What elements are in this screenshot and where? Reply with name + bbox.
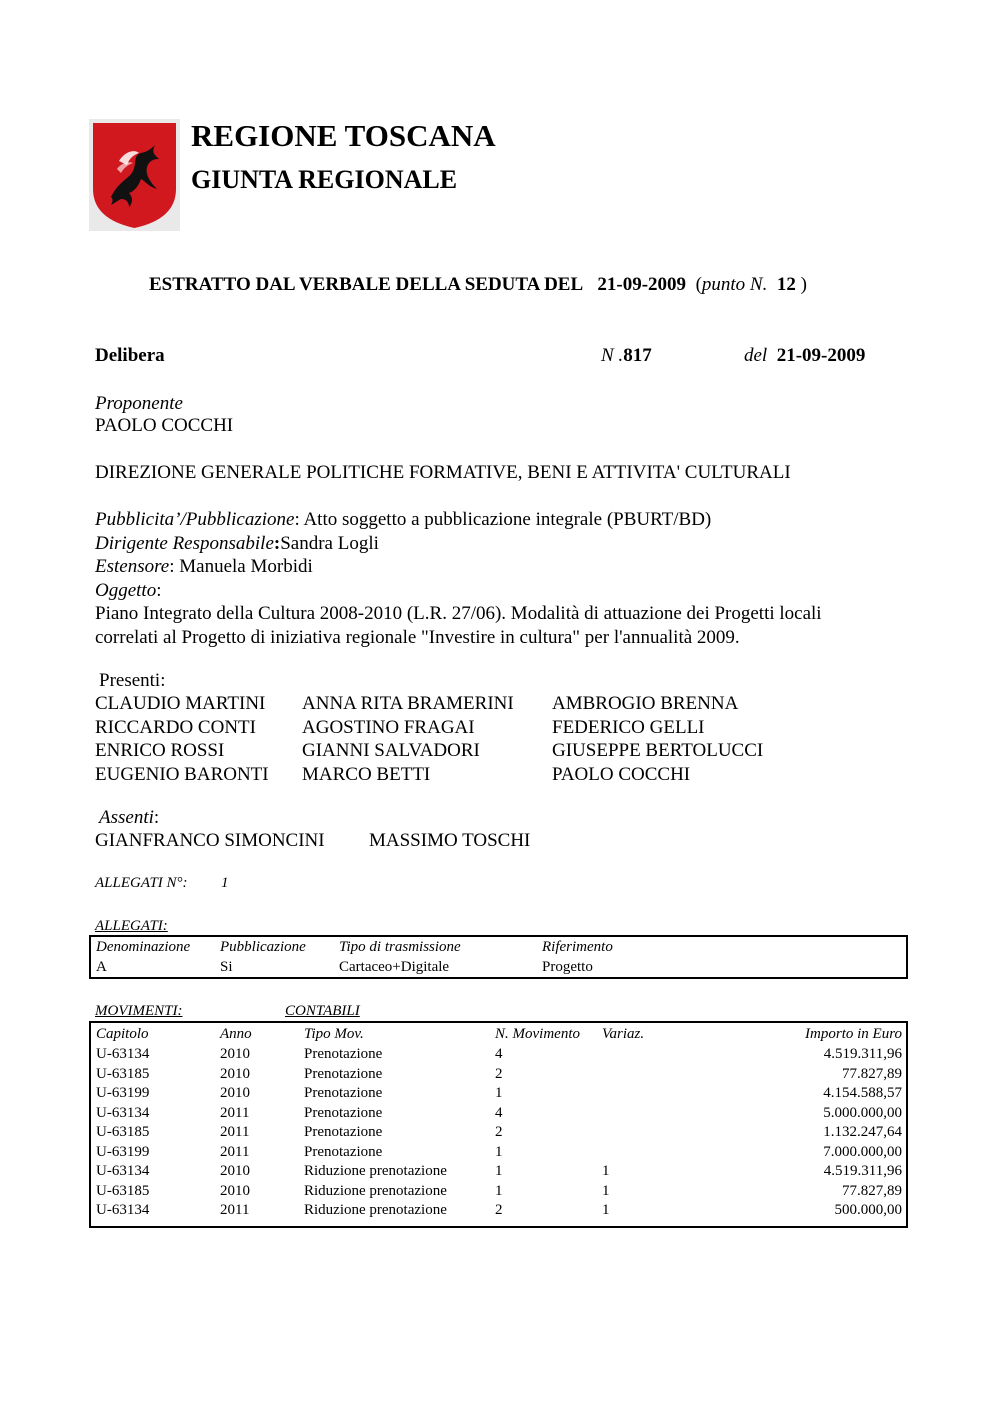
dirigente-value: Sandra Logli <box>280 533 379 554</box>
oggetto-text-2: correlati al Progetto di iniziativa regionale "Investire in cultura" per l'annualità 2009. <box>95 627 740 648</box>
presenti-name: MARCO BETTI <box>302 764 431 785</box>
estratto-line: ESTRATTO DAL VERBALE DELLA SEDUTA DEL 21-09-2009 (punto N. 12 ) <box>149 274 807 295</box>
allegati-header: Tipo di trasmissione <box>339 939 461 955</box>
allegati-cell: Si <box>220 959 233 975</box>
movimenti-label: MOVIMENTI: <box>95 1003 183 1019</box>
allegati-header: Pubblicazione <box>220 939 306 955</box>
dirigente-label: Dirigente Responsabile <box>95 533 274 554</box>
presenti-name: PAOLO COCCHI <box>552 764 691 785</box>
presenti-name: ENRICO ROSSI <box>95 740 225 761</box>
movimenti-cell: 5.000.000,00 <box>823 1104 902 1121</box>
movimenti-header: Capitolo <box>96 1026 149 1042</box>
estensore-label: Estensore <box>95 556 170 577</box>
movimenti-cell: 4.519.311,96 <box>823 1163 902 1179</box>
movimenti-cell: 77.827,89 <box>842 1065 902 1082</box>
giunta-subtitle: GIUNTA REGIONALE <box>191 165 458 194</box>
movimenti-cell: 2 <box>495 1124 503 1140</box>
pubblicita-label: Pubblicita’/Pubblicazione <box>95 509 295 530</box>
movimenti-cell: 2011 <box>220 1124 250 1140</box>
movimenti-cell: U-63185 <box>96 1124 150 1140</box>
punto-label: punto N. <box>701 274 768 295</box>
estratto-label: ESTRATTO DAL VERBALE DELLA SEDUTA DEL <box>149 274 584 295</box>
presenti-name: RICCARDO CONTI <box>95 717 256 738</box>
estensore-line <box>95 556 313 578</box>
direzione: DIREZIONE GENERALE POLITICHE FORMATIVE, BENI E ATTIVITA' CULTURALI <box>95 462 791 483</box>
presenti-label: Presenti: <box>99 670 166 691</box>
presenti-name: CLAUDIO MARTINI <box>95 693 266 714</box>
movimenti-cell: 2 <box>495 1065 503 1082</box>
allegati-label: ALLEGATI: <box>95 918 168 934</box>
movimenti-cell: 1.132.247,64 <box>823 1124 902 1140</box>
movimenti-cell: 4 <box>495 1046 503 1062</box>
assenti-name: MASSIMO TOSCHI <box>369 830 531 851</box>
n-label: N . <box>601 345 624 366</box>
contabili-label: CONTABILI <box>285 1003 360 1019</box>
presenti-name: ANNA RITA BRAMERINI <box>302 693 514 714</box>
movimenti-cell: 1 <box>602 1202 610 1218</box>
allegati-table <box>89 935 908 979</box>
movimenti-cell: Riduzione prenotazione <box>304 1202 447 1218</box>
oggetto-line: Oggetto: <box>95 580 162 601</box>
movimenti-cell: Riduzione prenotazione <box>304 1182 447 1199</box>
movimenti-cell: U-63199 <box>96 1143 150 1160</box>
movimenti-cell: 2010 <box>220 1046 250 1062</box>
movimenti-cell: 4.519.311,96 <box>823 1046 902 1062</box>
delibera-label: Delibera <box>95 345 165 366</box>
presenti-name: AMBROGIO BRENNA <box>552 693 739 714</box>
allegati-header: Denominazione <box>96 939 191 955</box>
proponente-label: Proponente <box>95 393 183 414</box>
movimenti-cell: U-63134 <box>96 1163 150 1179</box>
seduta-date: 21-09-2009 <box>597 274 687 295</box>
movimenti-cell: U-63134 <box>96 1202 150 1218</box>
movimenti-cell: 1 <box>495 1182 503 1199</box>
proponente-name: PAOLO COCCHI <box>95 415 234 436</box>
movimenti-cell: Prenotazione <box>304 1046 383 1062</box>
allegati-cell: A <box>96 959 107 975</box>
del-label: del <box>744 345 768 366</box>
assenti-line: Assenti: <box>99 807 160 828</box>
presenti-name: GIANNI SALVADORI <box>302 740 480 761</box>
allegati-header: Riferimento <box>542 939 613 955</box>
allegati-cell: Cartaceo+Digitale <box>339 959 450 975</box>
movimenti-cell: 2010 <box>220 1163 250 1179</box>
n-value: 817 <box>623 345 652 366</box>
movimenti-cell: 4.154.588,57 <box>823 1085 902 1101</box>
movimenti-cell: Prenotazione <box>304 1143 383 1160</box>
movimenti-cell: 2 <box>495 1202 503 1218</box>
movimenti-cell: U-63185 <box>96 1065 150 1082</box>
movimenti-cell: Riduzione prenotazione <box>304 1163 447 1179</box>
movimenti-cell: 7.000.000,00 <box>823 1143 902 1160</box>
punto-value: 12 <box>776 274 796 295</box>
movimenti-header: Anno <box>220 1026 252 1042</box>
presenti-name: EUGENIO BARONTI <box>95 764 269 785</box>
movimenti-cell: U-63199 <box>96 1085 150 1101</box>
delibera-date: 21-09-2009 <box>776 345 866 366</box>
oggetto-label: Oggetto <box>95 580 157 601</box>
movimenti-cell: 1 <box>495 1163 503 1179</box>
delibera-number <box>601 345 652 367</box>
movimenti-table <box>89 1021 908 1228</box>
movimenti-cell: 2010 <box>220 1182 250 1199</box>
movimenti-header: Variaz. <box>602 1026 645 1042</box>
estensore-value: : Manuela Morbidi <box>169 556 313 577</box>
movimenti-cell: Prenotazione <box>304 1065 383 1082</box>
movimenti-cell: 1 <box>495 1085 503 1101</box>
presenti-name: FEDERICO GELLI <box>552 717 705 738</box>
assenti-name: GIANFRANCO SIMONCINI <box>95 830 325 851</box>
movimenti-cell: 500.000,00 <box>834 1202 902 1218</box>
allegati-cell: Progetto <box>542 959 593 975</box>
movimenti-header: N. Movimento <box>495 1026 580 1042</box>
movimenti-cell: 77.827,89 <box>842 1182 902 1199</box>
movimenti-cell: 2010 <box>220 1065 250 1082</box>
movimenti-cell: Prenotazione <box>304 1124 383 1140</box>
presenti-name: AGOSTINO FRAGAI <box>302 717 475 738</box>
movimenti-cell: U-63185 <box>96 1182 150 1199</box>
movimenti-cell: Prenotazione <box>304 1085 383 1101</box>
movimenti-cell: 1 <box>602 1182 610 1199</box>
movimenti-cell: 2011 <box>220 1202 250 1218</box>
movimenti-cell: 2011 <box>220 1104 250 1121</box>
allegati-count-label: ALLEGATI N°: <box>95 875 188 891</box>
allegati-count-value: 1 <box>221 875 229 891</box>
movimenti-header: Tipo Mov. <box>304 1026 364 1042</box>
presenti-name: GIUSEPPE BERTOLUCCI <box>552 740 764 761</box>
movimenti-header: Importo in Euro <box>805 1026 902 1042</box>
movimenti-cell: U-63134 <box>96 1046 150 1062</box>
movimenti-cell: 2010 <box>220 1085 250 1101</box>
oggetto-text-1: Piano Integrato della Cultura 2008-2010 (L.R. 27/06). Modalità di attuazione dei Progetti locali <box>95 603 822 624</box>
delibera-date-block <box>744 345 865 367</box>
pubblicita-line <box>95 509 711 531</box>
movimenti-cell: 4 <box>495 1104 503 1121</box>
regione-toscana-coat-of-arms-icon <box>89 119 180 231</box>
movimenti-cell: U-63134 <box>96 1104 150 1121</box>
dirigente-line: Dirigente Responsabile:Sandra Logli <box>95 533 379 554</box>
movimenti-cell: 1 <box>602 1163 610 1179</box>
region-title: REGIONE TOSCANA <box>191 118 496 153</box>
movimenti-cell: Prenotazione <box>304 1104 383 1121</box>
movimenti-cell: 1 <box>495 1143 503 1160</box>
assenti-label: Assenti <box>99 807 154 828</box>
movimenti-cell: 2011 <box>220 1143 250 1160</box>
pubblicita-value: : Atto soggetto a pubblicazione integrale (PBURT/BD) <box>294 509 712 530</box>
